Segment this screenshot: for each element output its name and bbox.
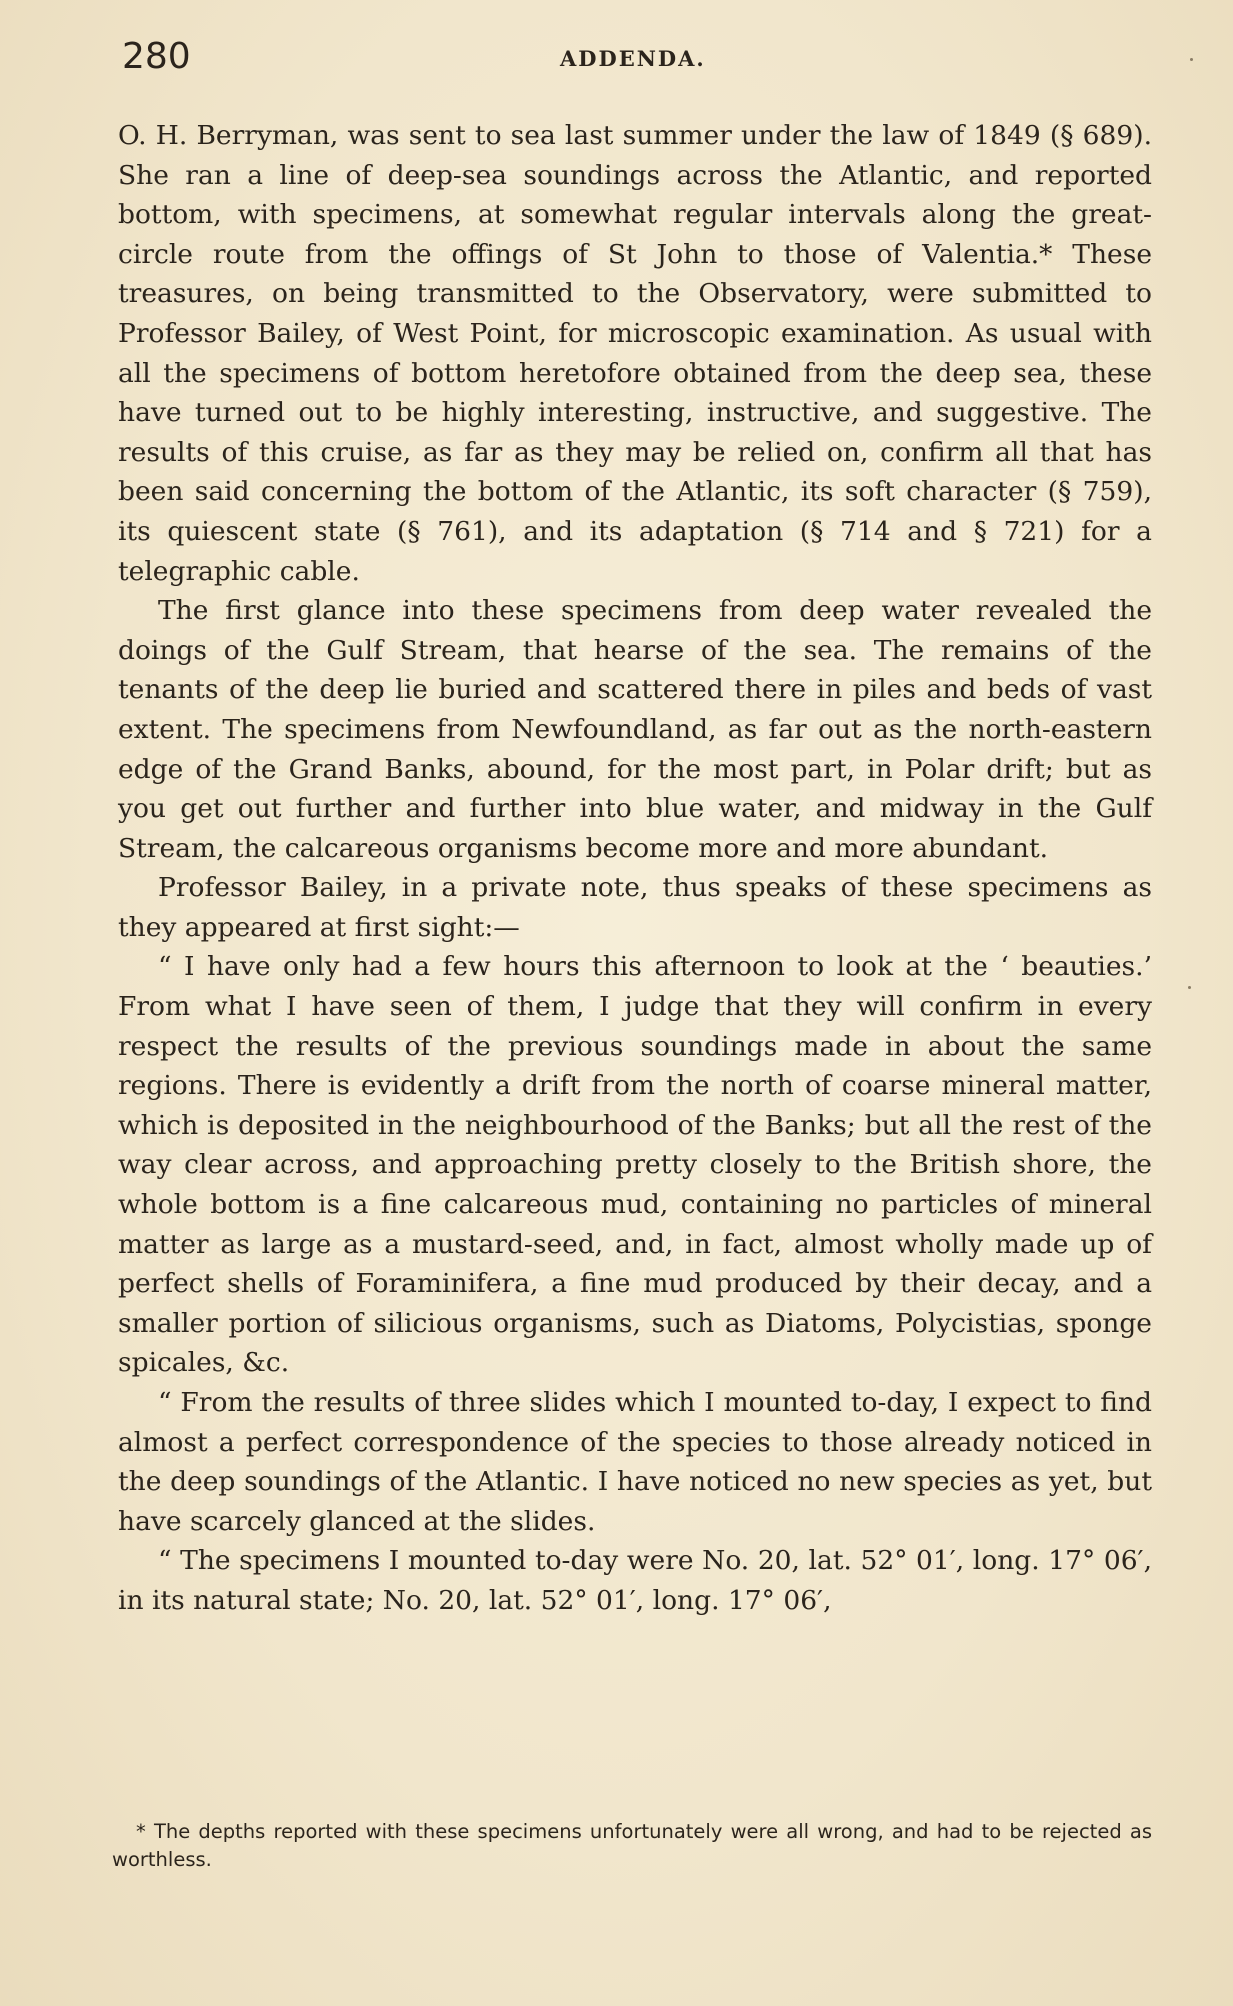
page-header [122, 36, 1142, 88]
paragraph: The first glance into these specimens from deep water revealed the doings of the Gulf Stream, that hearse of the sea. The remains of the tenants of the deep lie buried and scattered there in piles and beds of vast extent. The specimens from Newfoundland, as far out as the north-eastern edge of the Grand Banks, abound, for the most part, in Polar drift; but as you get out further and further into blue water, and midway in the Gulf Stream, the calcareous organisms become more and more abundant. [118, 595, 1152, 864]
page-speck [1188, 986, 1191, 989]
running-head: ADDENDA. [560, 46, 706, 71]
footnote: * The depths reported with these specimens unfortunately were all wrong, and had to be rejected as worthless. [112, 1820, 1152, 1871]
body-text [118, 116, 1152, 1621]
page-number: 280 [122, 36, 191, 77]
paragraph: “ The specimens I mounted to-day were No. 20, lat. 52° 01′, long. 17° 06′, in its natural state; No. 20, lat. 52° 01′, long. 17° 06′, [118, 1545, 1152, 1616]
paragraph: Professor Bailey, in a private note, thus speaks of these specimens as they appeared at first sight:— [118, 872, 1152, 943]
paragraph: O. H. Berryman, was sent to sea last summer under the law of 1849 (§ 689). She ran a line of deep-sea soundings across the Atlantic, and reported bottom, with specimens, at somewhat regular intervals along the great-circle route from the offings of St John to those of Valentia.* These treasures, on being transmitted to the Observatory, were submitted to Professor Bailey, of West Point, for microscopic examination. As usual with all the specimens of bottom heretofore obtained from the deep sea, these have turned out to be highly interesting, instructive, and suggestive. The results of this cruise, as far as they may be relied on, confirm all that has been said concerning the bottom of the Atlantic, its soft character (§ 759), its quiescent state (§ 761), and its adaptation (§ 714 and § 721) for a telegraphic cable. [118, 120, 1152, 587]
paragraph: “ From the results of three slides which I mounted to-day, I expect to find almost a perfect correspondence of the species to those already noticed in the deep soundings of the Atlantic. I have noticed no new species as yet, but have scarcely glanced at the slides. [118, 1387, 1152, 1537]
paragraph: “ I have only had a few hours this afternoon to look at the ‘ beauties.’ From what I have seen of them, I judge that they will confirm in every respect the results of the previous soundings made in about the same regions. There is evidently a drift from the north of coarse mineral matter, which is deposited in the neighbourhood of the Banks; but all the rest of the way clear across, and approaching pretty closely to the British shore, the whole bottom is a fine calcareous mud, containing no particles of mineral matter as large as a mustard-seed, and, in fact, almost wholly made up of perfect shells of Foraminifera, a fine mud produced by their decay, and a smaller portion of silicious organisms, such as Diatoms, Polycistias, sponge spicales, &c. [118, 951, 1152, 1379]
page-speck [1190, 58, 1193, 61]
